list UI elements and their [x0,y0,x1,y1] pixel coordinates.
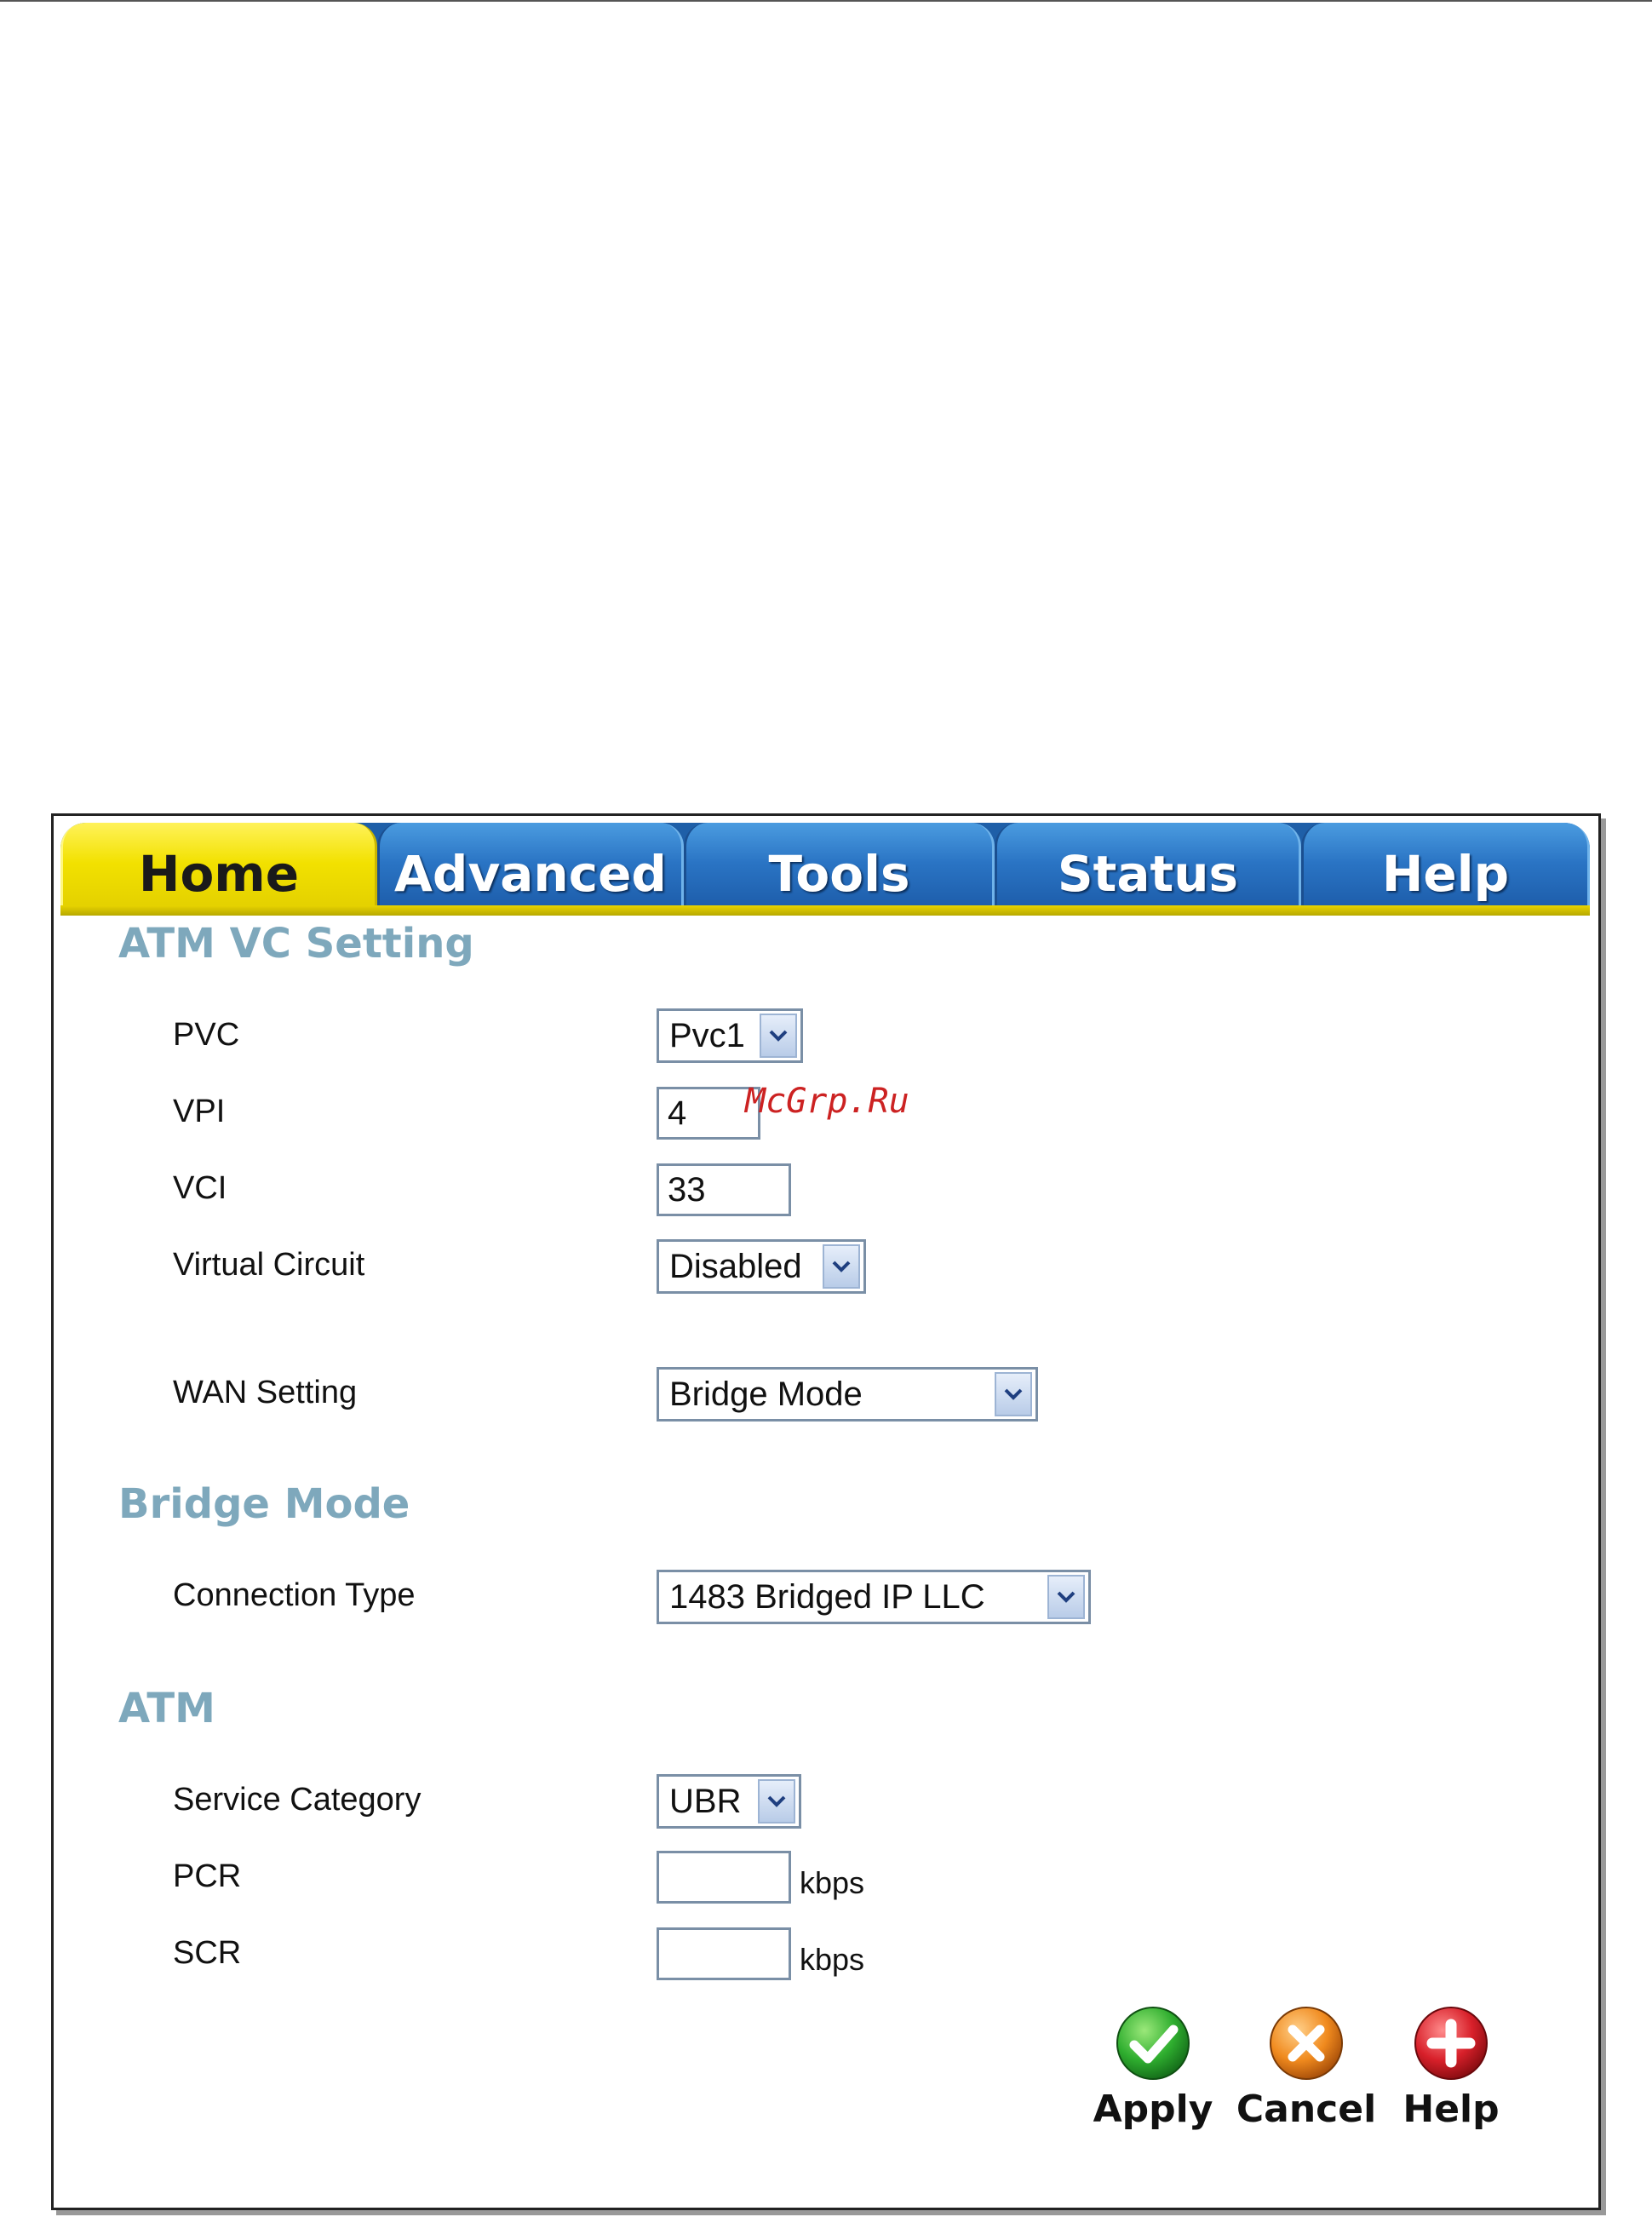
pcr-unit: kbps [800,1865,865,1900]
cancel-label: Cancel [1236,2088,1377,2131]
tab-advanced[interactable]: Advanced [377,823,684,912]
service-category-select-value: UBR [669,1782,742,1820]
virtual-circuit-label: Virtual Circuit [173,1247,365,1283]
pvc-select[interactable] [657,1008,803,1063]
wan-setting-select[interactable] [657,1367,1038,1422]
pvc-label: PVC [173,1017,240,1053]
watermark: McGrp.Ru [745,1082,909,1121]
tab-bar [60,823,1590,912]
wan-setting-label: WAN Setting [173,1375,358,1410]
help-button[interactable] [1387,2004,1515,2131]
pcr-input[interactable] [657,1851,791,1904]
tab-tools[interactable]: Tools [684,823,995,912]
section-title-atm: ATM [118,1685,215,1732]
virtual-circuit-select-value: Disabled [669,1247,802,1285]
plus-circle-icon [1412,2004,1490,2082]
apply-label: Apply [1093,2088,1213,2131]
pvc-select-value: Pvc1 [669,1016,745,1054]
top-rule [0,0,1652,2]
chevron-down-icon [995,1372,1032,1416]
vci-label: VCI [173,1170,227,1206]
x-circle-icon [1267,2004,1345,2082]
vpi-input[interactable]: 4 [657,1087,760,1140]
pcr-label: PCR [173,1858,242,1894]
chevron-down-icon [758,1779,795,1824]
chevron-down-icon [823,1244,860,1289]
help-label: Help [1402,2088,1500,2131]
connection-type-select-value: 1483 Bridged IP LLC [669,1577,985,1616]
section-title-bridge-mode: Bridge Mode [118,1480,410,1528]
scr-input[interactable] [657,1927,791,1980]
chevron-down-icon [1047,1575,1085,1619]
section-title-atm-vc-setting: ATM VC Setting [118,920,474,968]
connection-type-select[interactable] [657,1570,1091,1624]
chevron-down-icon [760,1014,797,1058]
service-category-select[interactable] [657,1774,801,1829]
check-circle-icon [1114,2004,1192,2082]
wan-setting-select-value: Bridge Mode [669,1375,863,1413]
cancel-button[interactable] [1236,2004,1377,2131]
connection-type-label: Connection Type [173,1577,416,1613]
tab-home[interactable]: Home [60,823,377,912]
service-category-label: Service Category [173,1782,422,1818]
vci-input[interactable]: 33 [657,1163,791,1216]
vpi-label: VPI [173,1094,226,1129]
tab-status[interactable]: Status [995,823,1301,912]
router-config-panel [51,813,1601,2210]
tab-help[interactable]: Help [1301,823,1590,912]
scr-unit: kbps [800,1942,865,1977]
tab-underline [60,905,1590,916]
virtual-circuit-select[interactable] [657,1239,866,1294]
apply-button[interactable] [1089,2004,1217,2131]
scr-label: SCR [173,1935,242,1971]
